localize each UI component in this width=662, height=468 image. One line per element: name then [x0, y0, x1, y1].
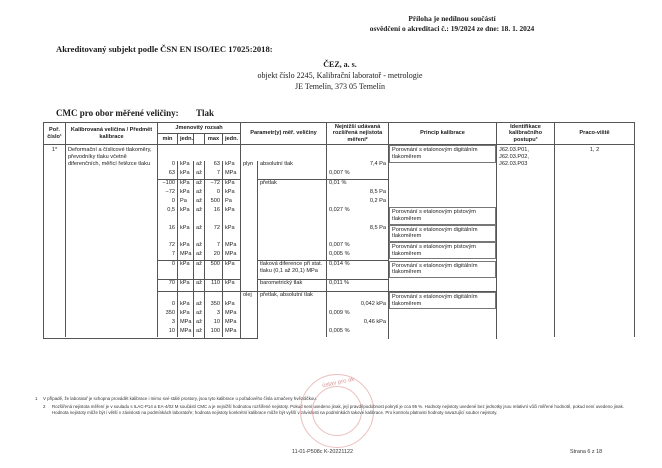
range-max: 72 — [205, 225, 223, 242]
range-separator: až — [194, 310, 205, 319]
range-separator: až — [194, 301, 205, 310]
range-min-unit: kPa — [178, 261, 194, 280]
range-max: 10 — [205, 319, 223, 328]
medium — [241, 301, 258, 310]
accreditation-stamp-text: ústav pro ak — [321, 376, 355, 390]
parameter — [258, 328, 327, 337]
col-header-procedure: Identifikace kalibračního postupu³ — [497, 123, 555, 145]
range-max-unit: MPa — [223, 319, 241, 328]
range-min: 350 — [158, 310, 178, 319]
uncertainty-absolute: 0,2 Pa — [327, 198, 389, 207]
range-min: 0 — [158, 261, 178, 280]
calibrated-quantity: Deformační a číslicové tlakoměry, převodníky tlaku včetně diferenčních, měřicí řetězce tlaku — [66, 145, 158, 337]
parameter: přetlak, absolutní tlak — [258, 292, 327, 302]
order-number: 1* — [44, 145, 66, 337]
range-separator: až — [194, 198, 205, 207]
parameter — [258, 198, 327, 207]
accredited-subject-label: Akreditovaný subjekt podle ČSN EN ISO/IEC 17025:2018: — [56, 44, 273, 54]
range-min: 16 — [158, 225, 178, 242]
uncertainty-relative: 0,007 % — [327, 170, 389, 180]
uncertainty-relative: 0,014 % — [327, 261, 389, 280]
range-min: 0 — [158, 301, 178, 310]
range-max: 110 — [205, 280, 223, 292]
col-header-max: max — [205, 134, 223, 145]
procedure-id-1: J62.03.P01, — [499, 147, 529, 154]
document-code: 11-01-P508c K-20221122 — [292, 449, 353, 455]
footnote-2-text: Rozšířená nejistota měření je v souladu s ILAC-P14 a EA-4/02 M součástí CMC a je nejnižší hodnotou rozšířené nejistoty. Pokud není uvedeno jinak, její pravděpodobnost pokrytí je cca 95 %. Hodnoty nejistoty uvedené bez jednotky jsou relativní vůči měřené hodnotě, pokud není uvedeno jinak. Hodnota nejistoty může být i větší v závislosti na podmínkách laboratoře; hodnota nejistoty konkrétní kalibrace může být vyšší v závislosti na podmínkách takové kalibrace. Pro kontrolu platnosti hodnoty navazující soubor nejistoty. — [52, 404, 625, 415]
uncertainty-relative: 0,007 % — [327, 242, 389, 251]
range-min: 10 — [158, 328, 178, 337]
uncertainty-relative: 0,005 % — [327, 328, 389, 337]
parameter — [258, 301, 327, 310]
range-min-unit: kPa — [178, 225, 194, 242]
range-min-unit: MPa — [178, 328, 194, 337]
range-max-unit: MPa — [223, 251, 241, 261]
range-min-unit: kPa — [178, 207, 194, 224]
range-max: 0 — [205, 189, 223, 198]
range-max-unit: kPa — [223, 189, 241, 198]
range-max: 350 — [205, 301, 223, 310]
uncertainty-absolute: 0,042 kPa — [327, 301, 389, 310]
parameter — [258, 207, 327, 224]
principle-4: Porovnání s etalonovým pístovým tlakoměrem — [389, 242, 496, 259]
cmc-value: Tlak — [196, 108, 215, 118]
parameter — [258, 225, 327, 242]
range-max — [205, 292, 223, 302]
range-max-unit — [223, 292, 241, 302]
range-min: 0 — [158, 198, 178, 207]
medium — [241, 198, 258, 207]
range-max: 7 — [205, 242, 223, 251]
range-min: 0,5 — [158, 207, 178, 224]
range-min: −72 — [158, 189, 178, 198]
range-max-unit: kPa — [223, 180, 241, 190]
range-max: −72 — [205, 180, 223, 190]
col-header-workplace: Praco-viště — [555, 123, 635, 145]
principle-1: Porovnání s etalonovým digitálním tlakoměrem — [389, 145, 496, 162]
range-min: 7 — [158, 251, 178, 261]
range-min-unit: kPa — [178, 180, 194, 190]
parameter — [258, 310, 327, 319]
uncertainty-absolute: 0,46 kPa — [327, 319, 389, 328]
range-separator: až — [194, 319, 205, 328]
col-header-quantity: Kalibrovaná veličina / Předmět kalibrace — [66, 123, 158, 145]
range-separator: až — [194, 251, 205, 261]
workplace: 1, 2 — [555, 145, 635, 337]
range-min — [158, 292, 178, 302]
parameter: tlaková diference při stat. tlaku (0,1 až 20,1) MPa — [258, 261, 327, 280]
range-max-unit: kPa — [223, 280, 241, 292]
range-separator: až — [194, 161, 205, 170]
range-min: 70 — [158, 280, 178, 292]
range-max: 3 — [205, 310, 223, 319]
range-min-unit: kPa — [178, 310, 194, 319]
footnote-1: 1 V případě, že laboratoř je schopna provádět kalibrace i mimo své stálé prostory, jsou tyto kalibrace u pořadového čísla označeny hvězdičkou. — [35, 396, 317, 401]
procedure-id-2: J62.03.P02, — [499, 153, 529, 160]
range-max-unit: MPa — [223, 242, 241, 251]
uncertainty-relative: 0,009 % — [327, 310, 389, 319]
range-max: 16 — [205, 207, 223, 224]
range-min-unit: MPa — [178, 319, 194, 328]
range-max-unit: MPa — [223, 328, 241, 337]
range-separator: až — [194, 170, 205, 180]
range-max-unit: kPa — [223, 225, 241, 242]
range-min-unit: kPa — [178, 189, 194, 198]
range-max-unit: MPa — [223, 310, 241, 319]
range-separator: až — [194, 225, 205, 242]
parameter: přetlak — [258, 180, 327, 190]
accreditation-reference: osvědčení o akreditaci č.: 19/2024 ze dne: 18. 1. 2024 — [369, 24, 535, 33]
medium — [241, 310, 258, 319]
principle-3: Porovnání s etalonovým digitálním tlakoměrem — [389, 225, 496, 242]
page-number: Strana 6 z 18 — [570, 449, 603, 455]
col-header-principle: Princip kalibrace — [389, 123, 497, 145]
range-min-unit — [178, 292, 194, 302]
col-header-order: Poř. číslo¹ — [44, 123, 66, 145]
range-separator: až — [194, 261, 205, 280]
range-separator — [194, 292, 205, 302]
medium — [241, 251, 258, 261]
range-max: 100 — [205, 328, 223, 337]
range-min-unit: kPa — [178, 161, 194, 170]
range-min: 3 — [158, 319, 178, 328]
range-separator: až — [194, 280, 205, 292]
range-separator: až — [194, 189, 205, 198]
col-header-range: Jmenovitý rozsah — [158, 123, 241, 134]
col-header-min: min — [158, 134, 178, 145]
range-max-unit: Pa — [223, 198, 241, 207]
uncertainty-relative: 0,005 % — [327, 251, 389, 261]
range-min-unit: kPa — [178, 170, 194, 180]
cmc-label: CMC pro obor měřené veličiny: — [56, 108, 179, 118]
principle-5: Porovnání s etalonovým digitálním tlakoměrem — [389, 261, 496, 278]
procedure-id-3: J62.03.P03 — [499, 160, 528, 167]
range-min-unit: kPa — [178, 280, 194, 292]
principle-6: Porovnání s etalonovým digitálním tlakoměrem — [389, 292, 496, 309]
range-separator: až — [194, 207, 205, 224]
range-max-unit: kPa — [223, 301, 241, 310]
range-max-unit: kPa — [223, 161, 241, 170]
medium — [241, 180, 258, 190]
footnote-1-text: V případě, že laboratoř je schopna provádět kalibrace i mimo své stálé prostory, jsou tyto kalibrace u pořadového čísla označeny hvězdičkou. — [43, 396, 317, 401]
parameter — [258, 189, 327, 198]
parameter — [258, 242, 327, 251]
range-max: 63 — [205, 161, 223, 170]
parameter: barometrický tlak — [258, 280, 327, 292]
range-max-unit: kPa — [223, 261, 241, 280]
organization-address-line1: objekt číslo 2245, Kalibrační laboratoř - metrologie — [257, 71, 423, 80]
uncertainty-absolute: 8,5 Pa — [327, 225, 389, 242]
range-min-unit: Pa — [178, 198, 194, 207]
range-min-unit: MPa — [178, 251, 194, 261]
range-min: 0 — [158, 161, 178, 170]
medium — [241, 189, 258, 198]
range-min-unit: kPa — [178, 301, 194, 310]
medium — [241, 242, 258, 251]
medium — [241, 328, 258, 337]
medium — [241, 261, 258, 280]
parameter — [258, 319, 327, 328]
medium — [241, 207, 258, 224]
col-header-min-unit: jedn. — [178, 134, 194, 145]
range-min: −100 — [158, 180, 178, 190]
footnote-2: 2 Rozšířená nejistota měření je v souladu s ILAC-P14 a EA-4/02 M součástí CMC a je nejnižší hodnotou rozšířené nejistoty. Pokud není uvedeno jinak, její pravděpodobnost pokrytí je cca 95 %. Hodnoty nejistoty uvedené bez jednotky jsou relativní vůči měřené hodnotě, pokud není uvedeno jinak. Hodnota nejistoty může být i větší v závislosti na podmínkách laboratoře; hodnota nejistoty konkrétní kalibrace může být vyšší v závislosti na podmínkách takové kalibrace. Pro kontrolu platnosti hodnoty navazující soubor nejistoty. — [43, 404, 625, 415]
range-separator: až — [194, 180, 205, 190]
principle-2: Porovnání s etalonovým pístovým tlakoměrem — [389, 207, 496, 224]
organization-name: ČEZ, a. s. — [323, 60, 357, 69]
cmc-table — [43, 122, 635, 339]
parameter — [258, 251, 327, 261]
medium: plyn — [241, 161, 258, 170]
medium — [241, 280, 258, 292]
range-max: 500 — [205, 198, 223, 207]
annex-title: Příloha je nedílnou součástí — [408, 14, 496, 23]
range-separator: až — [194, 242, 205, 251]
uncertainty-relative: 0,011 % — [327, 280, 389, 292]
organization-address-line2: JE Temelín, 373 05 Temelín — [295, 82, 385, 91]
medium — [241, 319, 258, 328]
col-header-params: Parametr(y) měř. veličiny — [241, 123, 327, 145]
range-max: 7 — [205, 170, 223, 180]
range-max: 20 — [205, 251, 223, 261]
col-header-max-unit: jedn. — [223, 134, 241, 145]
procedure-ids — [497, 145, 555, 337]
range-min-unit: kPa — [178, 242, 194, 251]
medium — [241, 225, 258, 242]
uncertainty-relative: 0,027 % — [327, 207, 389, 224]
range-min: 63 — [158, 170, 178, 180]
uncertainty-absolute: 7,4 Pa — [327, 161, 389, 170]
range-max-unit: kPa — [223, 207, 241, 224]
medium: olej — [241, 292, 258, 302]
range-max-unit: MPa — [223, 170, 241, 180]
parameter: absolutní tlak — [258, 161, 327, 170]
range-separator: až — [194, 328, 205, 337]
accreditation-stamp-inner — [312, 386, 362, 436]
range-max: 500 — [205, 261, 223, 280]
medium — [241, 170, 258, 180]
parameter — [258, 170, 327, 180]
uncertainty-relative: 0,01 % — [327, 180, 389, 190]
range-min: 72 — [158, 242, 178, 251]
col-header-uncertainty: Nejnižší udávaná rozšířená nejistota měření² — [327, 123, 389, 145]
uncertainty-absolute: 8,5 Pa — [327, 189, 389, 198]
